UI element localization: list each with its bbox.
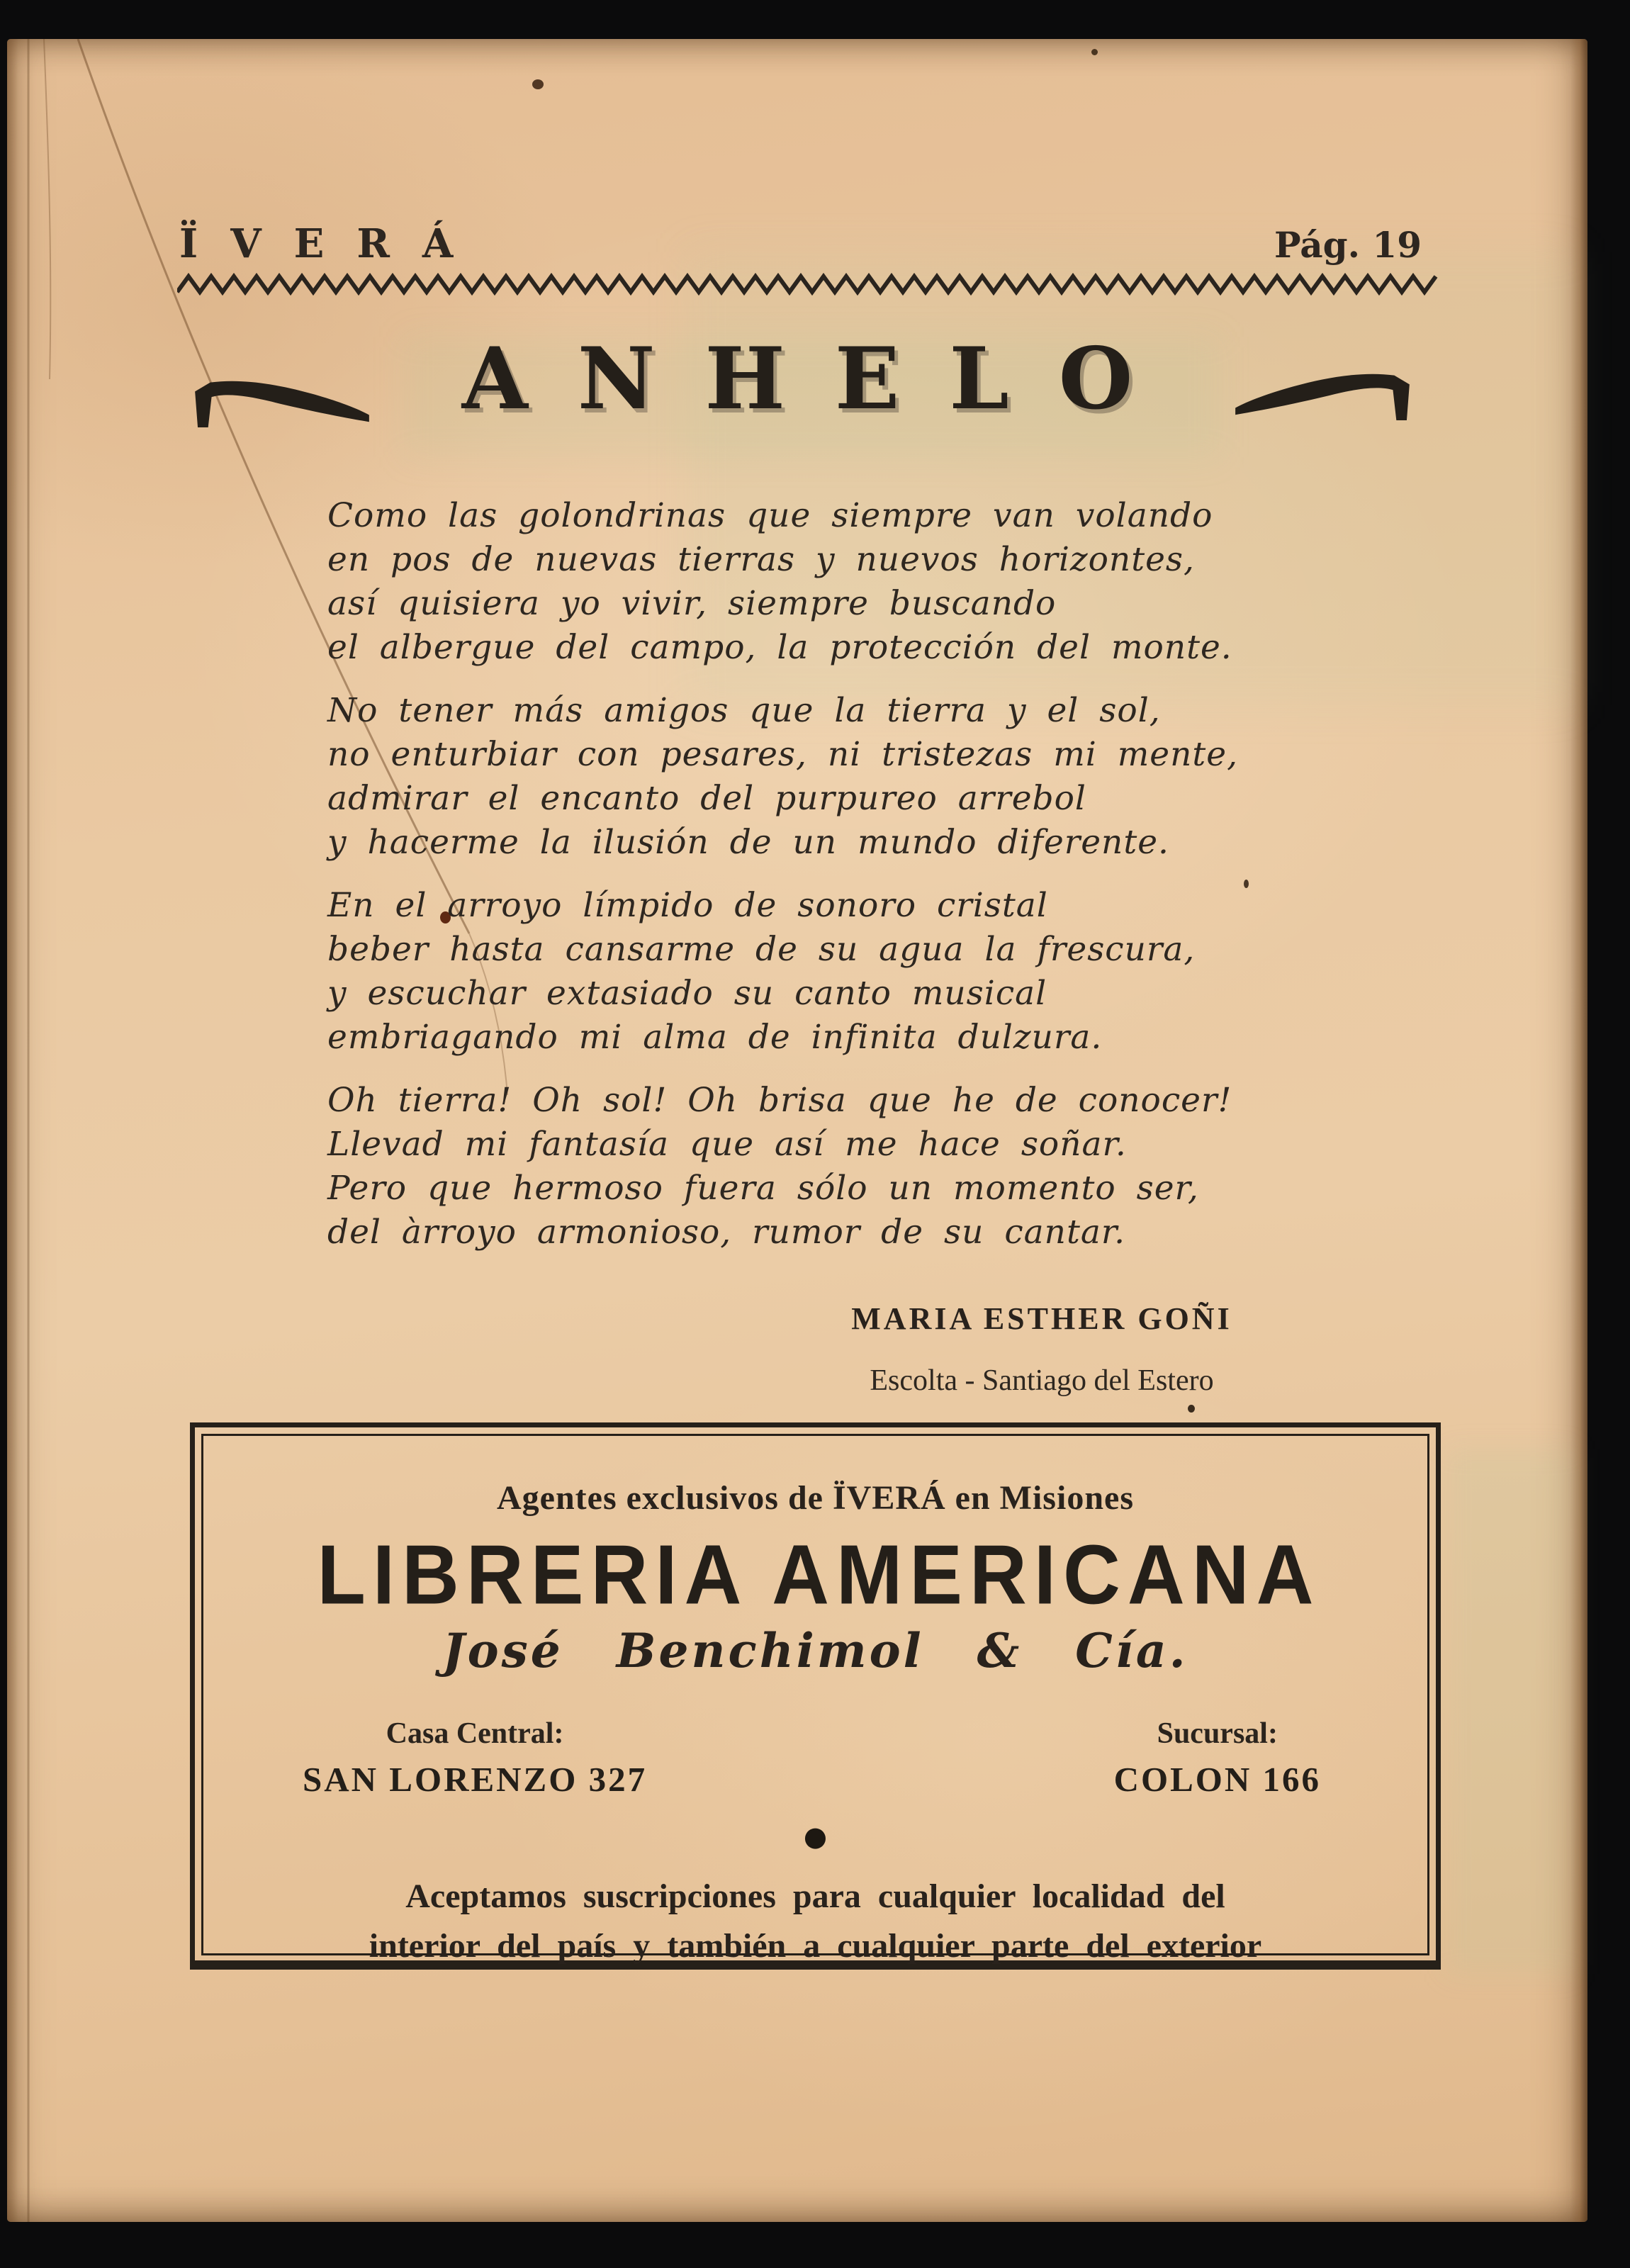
poem-line: admirar el encanto del purpureo arrebol <box>327 779 1086 818</box>
poem-stanza <box>327 1079 1238 1254</box>
poem-line: y hacerme la ilusión de un mundo diferente. <box>327 823 1169 862</box>
masthead-title: ÏVERÁ <box>179 220 486 267</box>
poem-line: En el arroyo límpido de sonoro cristal <box>327 886 1048 925</box>
casa-central-label: Casa Central: <box>386 1717 564 1750</box>
poem-line: Como las golondrinas que siempre van volando <box>327 496 1213 535</box>
poem-line: no enturbiar con pesares, ni tristezas mi mente, <box>327 735 1239 774</box>
advertisement-box <box>190 1422 1441 1970</box>
poem-author-location: Escolta - Santiago del Estero <box>870 1364 1214 1397</box>
paper-speck <box>532 79 544 89</box>
poem-title: ANHELO <box>461 329 1183 429</box>
sucursal-label: Sucursal: <box>1157 1717 1278 1750</box>
sucursal-column <box>1114 1717 1321 1800</box>
ad-business-name: LIBRERIA AMERICANA <box>317 1527 1321 1622</box>
poem-line: Llevad mi fantasía que así me hace soñar. <box>327 1125 1127 1164</box>
poem-line: en pos de nuevas tierras y nuevos horizontes, <box>327 540 1195 579</box>
poem-line: Pero que hermoso fuera sólo un momento ser, <box>327 1169 1199 1208</box>
magazine-page <box>7 39 1587 2222</box>
sucursal-address: COLON 166 <box>1113 1760 1321 1799</box>
separator-bullet: ● <box>803 1821 828 1852</box>
paper-speck <box>1188 1405 1195 1413</box>
show-through-tint <box>1446 1449 1573 1974</box>
ad-address-row <box>303 1717 1321 1800</box>
poem-line: y escuchar extasiado su canto musical <box>327 974 1047 1013</box>
zigzag-divider <box>177 273 1439 297</box>
poem-line: así quisiera yo vivir, siempre buscando <box>327 584 1057 623</box>
poem-author: MARIA ESTHER GOÑI <box>851 1301 1232 1336</box>
paper-speck <box>1244 880 1249 888</box>
ad-tagline: Agentes exclusivos de ÏVERÁ en Misiones <box>497 1479 1134 1517</box>
page-header <box>179 220 1422 267</box>
casa-central-address: SAN LORENZO 327 <box>303 1760 648 1799</box>
ad-note-line: Aceptamos suscripciones para cualquier localidad del <box>405 1877 1225 1915</box>
advertisement-inner-border <box>201 1434 1429 1965</box>
poem-line: beber hasta cansarme de su agua la frescura, <box>327 930 1196 969</box>
poem-line: embriagando mi alma de infinita dulzura. <box>327 1018 1103 1057</box>
flourish-right-ornament <box>1225 366 1420 422</box>
poem-line: Oh tierra! Oh sol! Oh brisa que he de conocer! <box>327 1081 1232 1120</box>
poem-line: del àrroyo armonioso, rumor de su cantar. <box>327 1213 1126 1252</box>
poem-stanza <box>327 494 1238 670</box>
poem-body <box>327 494 1238 1274</box>
page-number: Pág. 19 <box>1274 224 1422 266</box>
poem-stanza <box>327 689 1238 865</box>
poem-line: No tener más amigos que la tierra y el sol, <box>327 691 1161 730</box>
poem-stanza <box>327 884 1238 1060</box>
paper-speck <box>1091 49 1098 55</box>
author-block <box>780 1301 1304 1398</box>
ad-note-line: interior del país y también a cualquier parte del exterior <box>369 1927 1262 1965</box>
poem-line: el albergue del campo, la protección del monte. <box>327 628 1232 667</box>
casa-central-column <box>303 1717 647 1800</box>
ad-subscription-note <box>203 1872 1427 1971</box>
ad-owner-name: José Benchimol & Cía. <box>442 1623 1188 1678</box>
